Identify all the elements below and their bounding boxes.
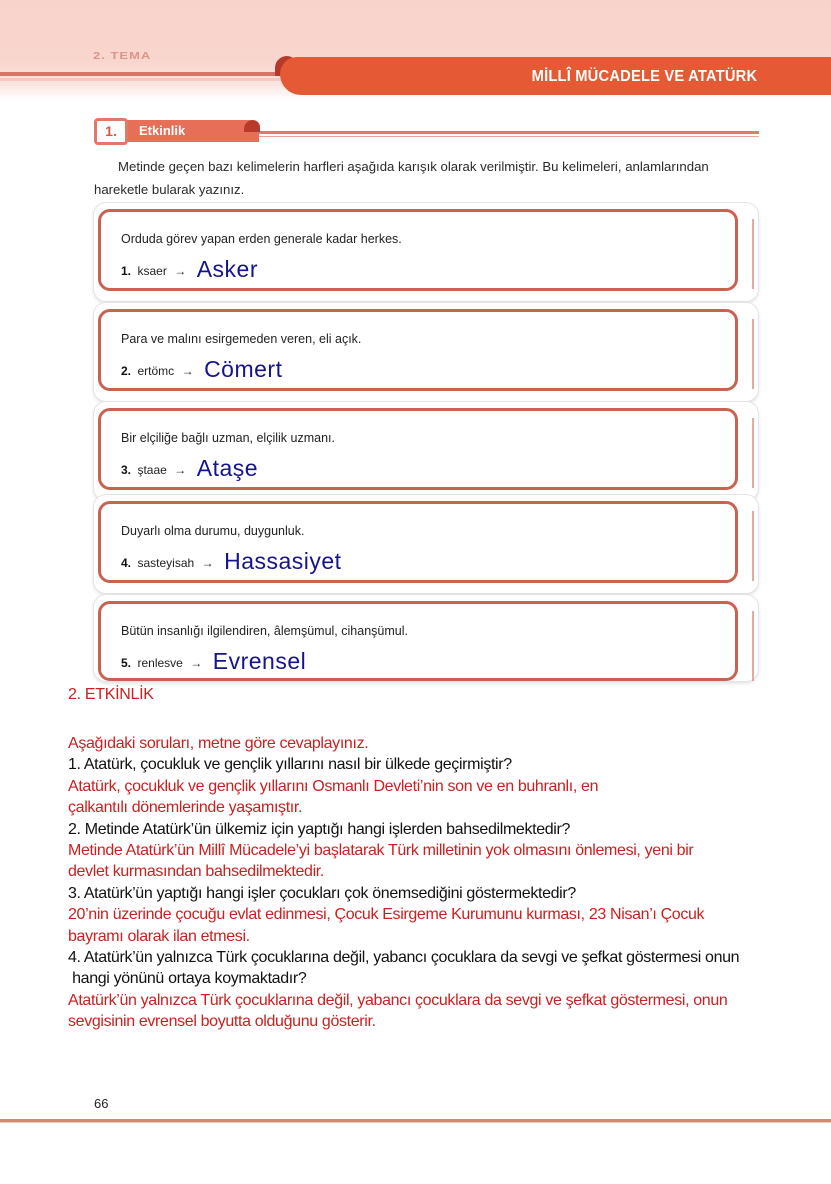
arrow-right-icon: →: [181, 364, 194, 378]
header-rule-shadow: [0, 78, 300, 81]
activity-1-instruction: Metinde geçen bazı kelimelerin harfleri aşağıda karışık olarak verilmiştir. Bu kelimeleri, anlamlarından hareketle bularak yazınız.: [94, 159, 709, 197]
card-number: 4.: [121, 556, 132, 570]
question-3: 3. Atatürk’ün yaptığı hangi işler çocukları çok önemsediğini göstermektedir?: [68, 884, 576, 902]
card-number: 3.: [121, 463, 132, 477]
card-number: 2.: [121, 364, 132, 378]
word-card: [94, 402, 758, 500]
word-card-border: [98, 501, 738, 583]
card-side-decoration: [752, 319, 754, 389]
answer-3-line-1: 20’nin üzerinde çocuğu evlat edinmesi, Çocuk Esirgeme Kurumunu kurması, 23 Nisan’ı Çocuk: [68, 906, 705, 924]
card-side-decoration: [752, 511, 754, 581]
activity-label: Etkinlik: [139, 123, 186, 138]
answer-1-line-2: çalkantılı dönemlerinde yaşamıştır.: [68, 799, 303, 817]
answer-2-line-1: Metinde Atatürk’ün Millî Mücadele’yi başlatarak Türk milletinin yok olmasını önlemesi, yeni bir: [68, 842, 694, 860]
answer-4-line-2: sevgisinin evrensel boyutta olduğunu gösterir.: [68, 1013, 376, 1031]
card-answer-line: [121, 455, 258, 482]
card-side-decoration: [752, 418, 754, 488]
card-scrambled: ertömc: [137, 364, 175, 378]
card-number: 5.: [121, 656, 132, 670]
card-answer-line: [121, 548, 342, 575]
card-answer: Evrensel: [212, 648, 307, 674]
card-side-decoration: [752, 219, 754, 289]
card-answer-line: [121, 256, 258, 283]
card-answer-line: [121, 356, 282, 383]
arrow-right-icon: →: [174, 264, 187, 278]
arrow-right-icon: →: [190, 656, 203, 670]
activity-2-instruction: Aşağıdaki soruları, metne göre cevaplayınız.: [68, 735, 369, 752]
card-number: 1.: [121, 264, 132, 278]
word-card: [94, 203, 758, 301]
card-scrambled: sasteyisah: [137, 556, 195, 570]
card-side-decoration: [752, 611, 754, 681]
word-card-border: [98, 209, 738, 291]
card-scrambled: ştaae: [137, 463, 167, 477]
question-4-line-1: 4. Atatürk’ün yalnızca Türk çocuklarına değil, yabancı çocuklara da sevgi ve şefkat göstermesi onun: [68, 949, 740, 967]
arrow-right-icon: →: [201, 556, 214, 570]
unit-label: 2. TEMA: [93, 50, 152, 62]
card-definition: Duyarlı olma durumu, duygunluk.: [121, 524, 305, 538]
question-4-line-2: hangi yönünü ortaya koymaktadır?: [68, 970, 307, 988]
answer-3-line-2: bayramı olarak ilan etmesi.: [68, 927, 250, 945]
card-answer: Cömert: [204, 356, 283, 382]
question-1: 1. Atatürk, çocukluk ve gençlik yıllarını nasıl bir ülkede geçirmiştir?: [68, 756, 512, 774]
card-definition: Para ve malını esirgemeden veren, eli açık.: [121, 332, 362, 346]
question-2: 2. Metinde Atatürk’ün ülkemiz için yaptığı hangi işlerden bahsedilmektedir?: [68, 820, 571, 838]
card-answer: Ataşe: [196, 455, 259, 481]
word-card: [94, 303, 758, 401]
card-answer-line: [121, 648, 306, 675]
answer-2-line-2: devlet kurmasından bahsedilmektedir.: [68, 863, 324, 881]
word-card-border: [98, 309, 738, 391]
page-number: 66: [94, 1096, 109, 1111]
activity-2-title: 2. ETKİNLİK: [68, 686, 154, 703]
card-scrambled: renlesve: [137, 656, 183, 670]
card-definition: Bütün insanlığı ilgilendiren, âlemşümul, cihanşümul.: [121, 624, 408, 638]
card-definition: Orduda görev yapan erden generale kadar herkes.: [121, 232, 402, 246]
header-rule: [0, 72, 300, 76]
card-answer: Asker: [196, 256, 259, 282]
word-card: [94, 595, 758, 681]
card-definition: Bir elçiliğe bağlı uzman, elçilik uzmanı.: [121, 431, 335, 445]
answer-4-line-1: Atatürk’ün yalnızca Türk çocuklarına değil, yabancı çocuklara da sevgi ve şefkat göstermesi, onun: [68, 991, 728, 1009]
arrow-right-icon: →: [174, 463, 187, 477]
word-card-border: [98, 601, 738, 681]
chapter-title: MİLLÎ MÜCADELE VE ATATÜRK: [531, 68, 757, 85]
activity-tab-fold: [244, 120, 260, 132]
footer-rule-shadow: [0, 1122, 831, 1123]
card-scrambled: ksaer: [137, 264, 167, 278]
activity-2-body: [68, 733, 831, 1033]
card-answer: Hassasiyet: [224, 548, 342, 574]
activity-number: 1.: [94, 118, 128, 145]
answer-1-line-1: Atatürk, çocukluk ve gençlik yıllarını Osmanlı Devleti’nin son ve en buhranlı, en: [68, 777, 599, 795]
word-card: [94, 495, 758, 593]
word-card-border: [98, 408, 738, 490]
